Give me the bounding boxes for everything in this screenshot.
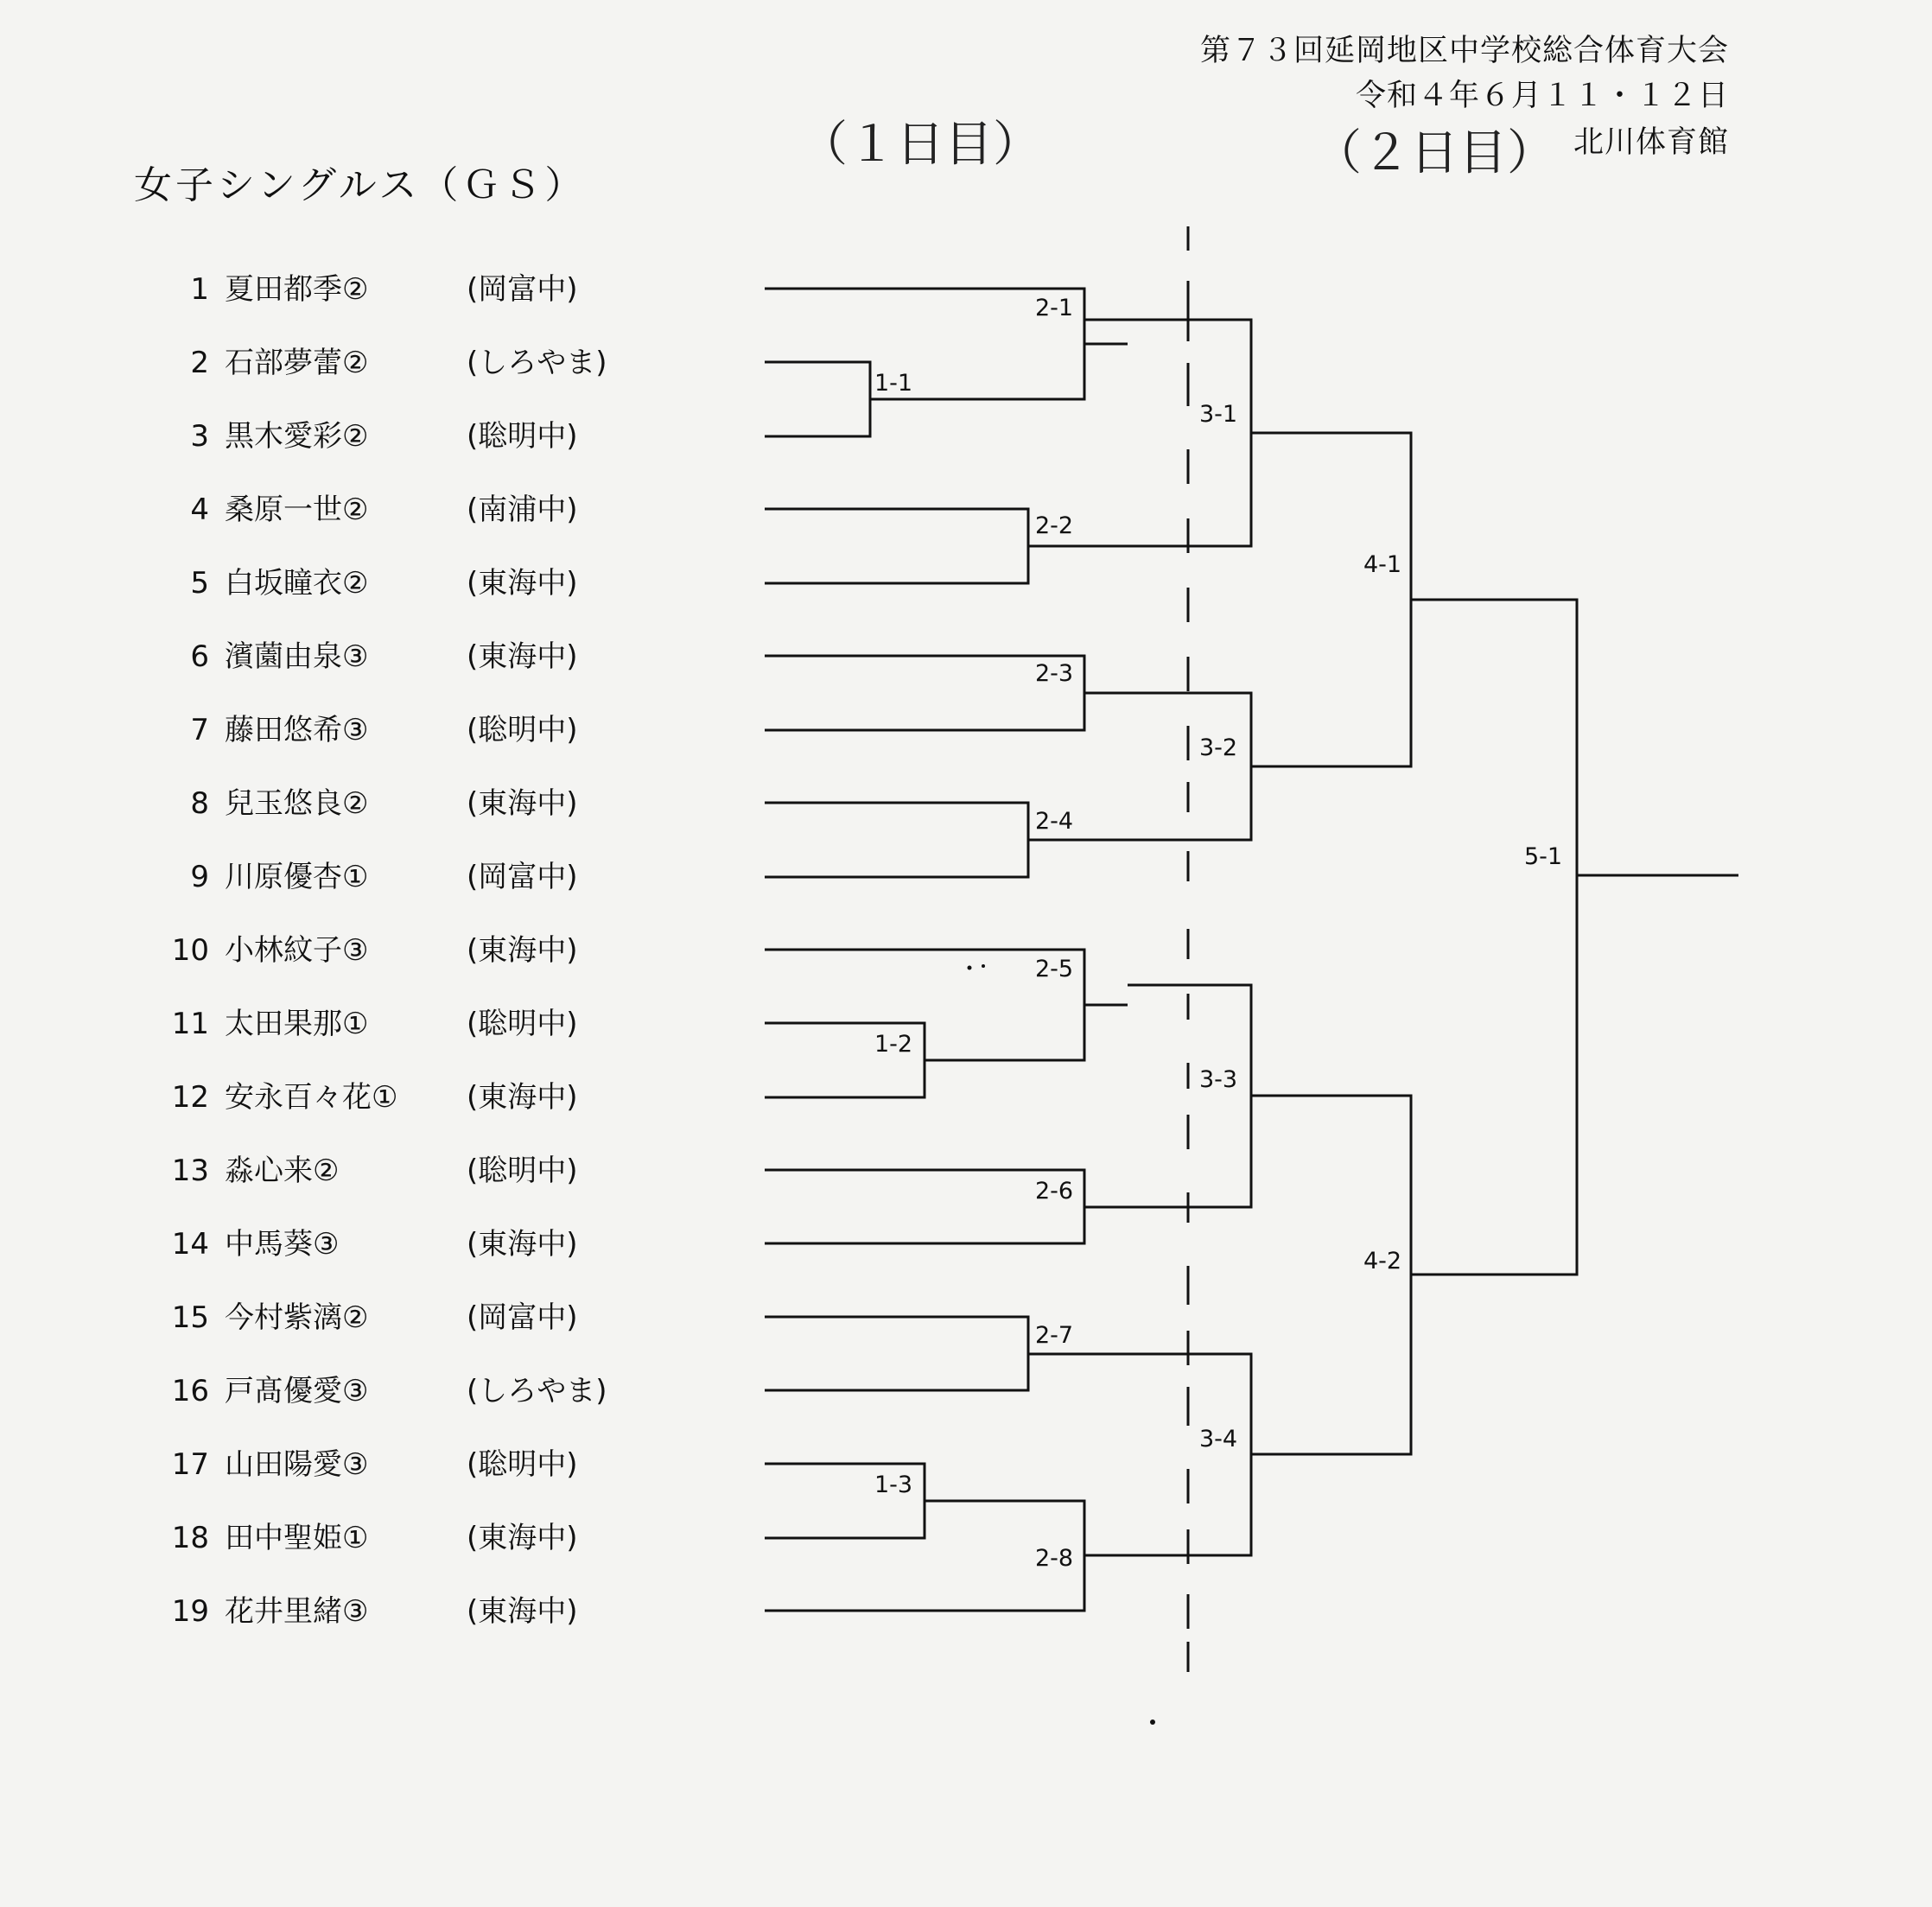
match-1-3: [765, 1464, 1028, 1538]
player-school: (東海中): [467, 566, 578, 601]
player-name: 藤田悠希③: [225, 713, 369, 747]
match-label: 4-1: [1363, 551, 1402, 578]
player-number: 9: [190, 860, 209, 894]
match-2-7: [765, 1317, 1084, 1390]
player-name: 山田陽愛③: [225, 1447, 369, 1482]
player-name: 淼心来②: [225, 1154, 340, 1188]
match-label: 2-1: [1035, 295, 1074, 321]
player-school: (東海中): [467, 639, 578, 674]
handwritten-day2: （２日目）: [1313, 125, 1555, 181]
player-number: 16: [171, 1374, 209, 1408]
player-number: 6: [190, 639, 209, 674]
match-label: 2-3: [1035, 660, 1074, 687]
match-2-8: [765, 1501, 1128, 1611]
tournament-date: 令和４年６月１１・１２日: [1355, 79, 1729, 113]
player-number: 7: [190, 713, 209, 747]
player-name: 今村紫漓②: [225, 1300, 369, 1335]
match-5-1: [1411, 600, 1738, 1275]
match-label: 1-3: [874, 1472, 913, 1498]
player-school: (聡明中): [467, 1447, 578, 1482]
match-2-5: [765, 950, 1128, 1060]
player-school: (聡明中): [467, 1154, 578, 1188]
match-label: 4-2: [1363, 1248, 1402, 1275]
match-label: 2-4: [1035, 808, 1074, 835]
match-2-1: [765, 289, 1128, 399]
match-label: 2-6: [1035, 1178, 1074, 1205]
player-name: 花井里緒③: [225, 1594, 369, 1629]
tournament-venue: 北川体育館: [1573, 125, 1729, 160]
match-label: 2-8: [1035, 1545, 1074, 1572]
player-school: (岡富中): [467, 272, 578, 307]
player-number: 1: [190, 272, 209, 307]
player-number: 8: [190, 786, 209, 821]
player-school: (東海中): [467, 1521, 578, 1555]
player-school: (聡明中): [467, 713, 578, 747]
player-name: 石部夢蕾②: [225, 346, 369, 380]
player-school: (南浦中): [467, 493, 578, 527]
player-name: 田中聖姫①: [225, 1521, 369, 1555]
player-number: 13: [171, 1154, 209, 1188]
scan-speck: [1150, 1719, 1155, 1725]
player-school: (東海中): [467, 933, 578, 968]
scan-speck: [968, 966, 972, 970]
player-number: 4: [190, 493, 209, 527]
player-school: (聡明中): [467, 1007, 578, 1041]
player-school: (東海中): [467, 786, 578, 821]
player-number: 3: [190, 419, 209, 454]
player-number: 17: [171, 1447, 209, 1482]
handwritten-day1: （１日目）: [799, 117, 1041, 173]
player-school: (聡明中): [467, 419, 578, 454]
player-number: 14: [171, 1227, 209, 1262]
tournament-name: 第７３回延岡地区中学校総合体育大会: [1199, 34, 1729, 68]
player-name: 川原優杏①: [225, 860, 369, 894]
match-label: 1-1: [874, 370, 913, 397]
match-1-2: [765, 1023, 1028, 1097]
player-school: (東海中): [467, 1594, 578, 1629]
player-school: (しろやま): [467, 346, 607, 380]
match-label: 1-2: [874, 1031, 913, 1058]
match-label: 2-2: [1035, 512, 1074, 539]
player-name: 黒木愛彩②: [225, 419, 369, 454]
match-label: 3-3: [1199, 1066, 1238, 1093]
player-name: 戸髙優愛③: [225, 1374, 369, 1408]
event-title: 女子シングルス（ＧＳ）: [134, 163, 587, 207]
player-school: (東海中): [467, 1080, 578, 1115]
player-number: 5: [190, 566, 209, 601]
match-label: 3-2: [1199, 734, 1238, 761]
player-name: 桑原一世②: [225, 493, 369, 527]
player-name: 夏田都季②: [225, 272, 369, 307]
player-name: 小林紋子③: [225, 933, 369, 968]
match-2-3: [765, 656, 1128, 730]
match-2-2: [765, 509, 1084, 583]
player-number: 10: [171, 933, 209, 968]
player-name: 濱薗由泉③: [225, 639, 369, 674]
match-label: 2-5: [1035, 956, 1074, 982]
player-name: 安永百々花①: [225, 1080, 398, 1115]
match-label: 5-1: [1524, 843, 1563, 870]
match-label: 2-7: [1035, 1322, 1074, 1349]
match-2-4: [765, 803, 1084, 877]
player-name: 中馬葵③: [225, 1227, 340, 1262]
player-number: 12: [171, 1080, 209, 1115]
match-label: 3-4: [1199, 1426, 1238, 1452]
player-school: (岡富中): [467, 1300, 578, 1335]
player-number: 15: [171, 1300, 209, 1335]
player-name: 太田果那①: [225, 1007, 369, 1041]
player-number: 11: [171, 1007, 209, 1041]
player-name: 白坂瞳衣②: [225, 566, 369, 601]
player-number: 19: [171, 1594, 209, 1629]
player-school: (しろやま): [467, 1374, 607, 1408]
player-number: 18: [171, 1521, 209, 1555]
player-school: (岡富中): [467, 860, 578, 894]
scan-speck: [982, 964, 985, 968]
match-label: 3-1: [1199, 401, 1238, 428]
match-2-6: [765, 1170, 1128, 1243]
player-number: 2: [190, 346, 209, 380]
player-name: 兒玉悠良②: [225, 786, 369, 821]
player-school: (東海中): [467, 1227, 578, 1262]
match-1-1: [765, 362, 925, 436]
